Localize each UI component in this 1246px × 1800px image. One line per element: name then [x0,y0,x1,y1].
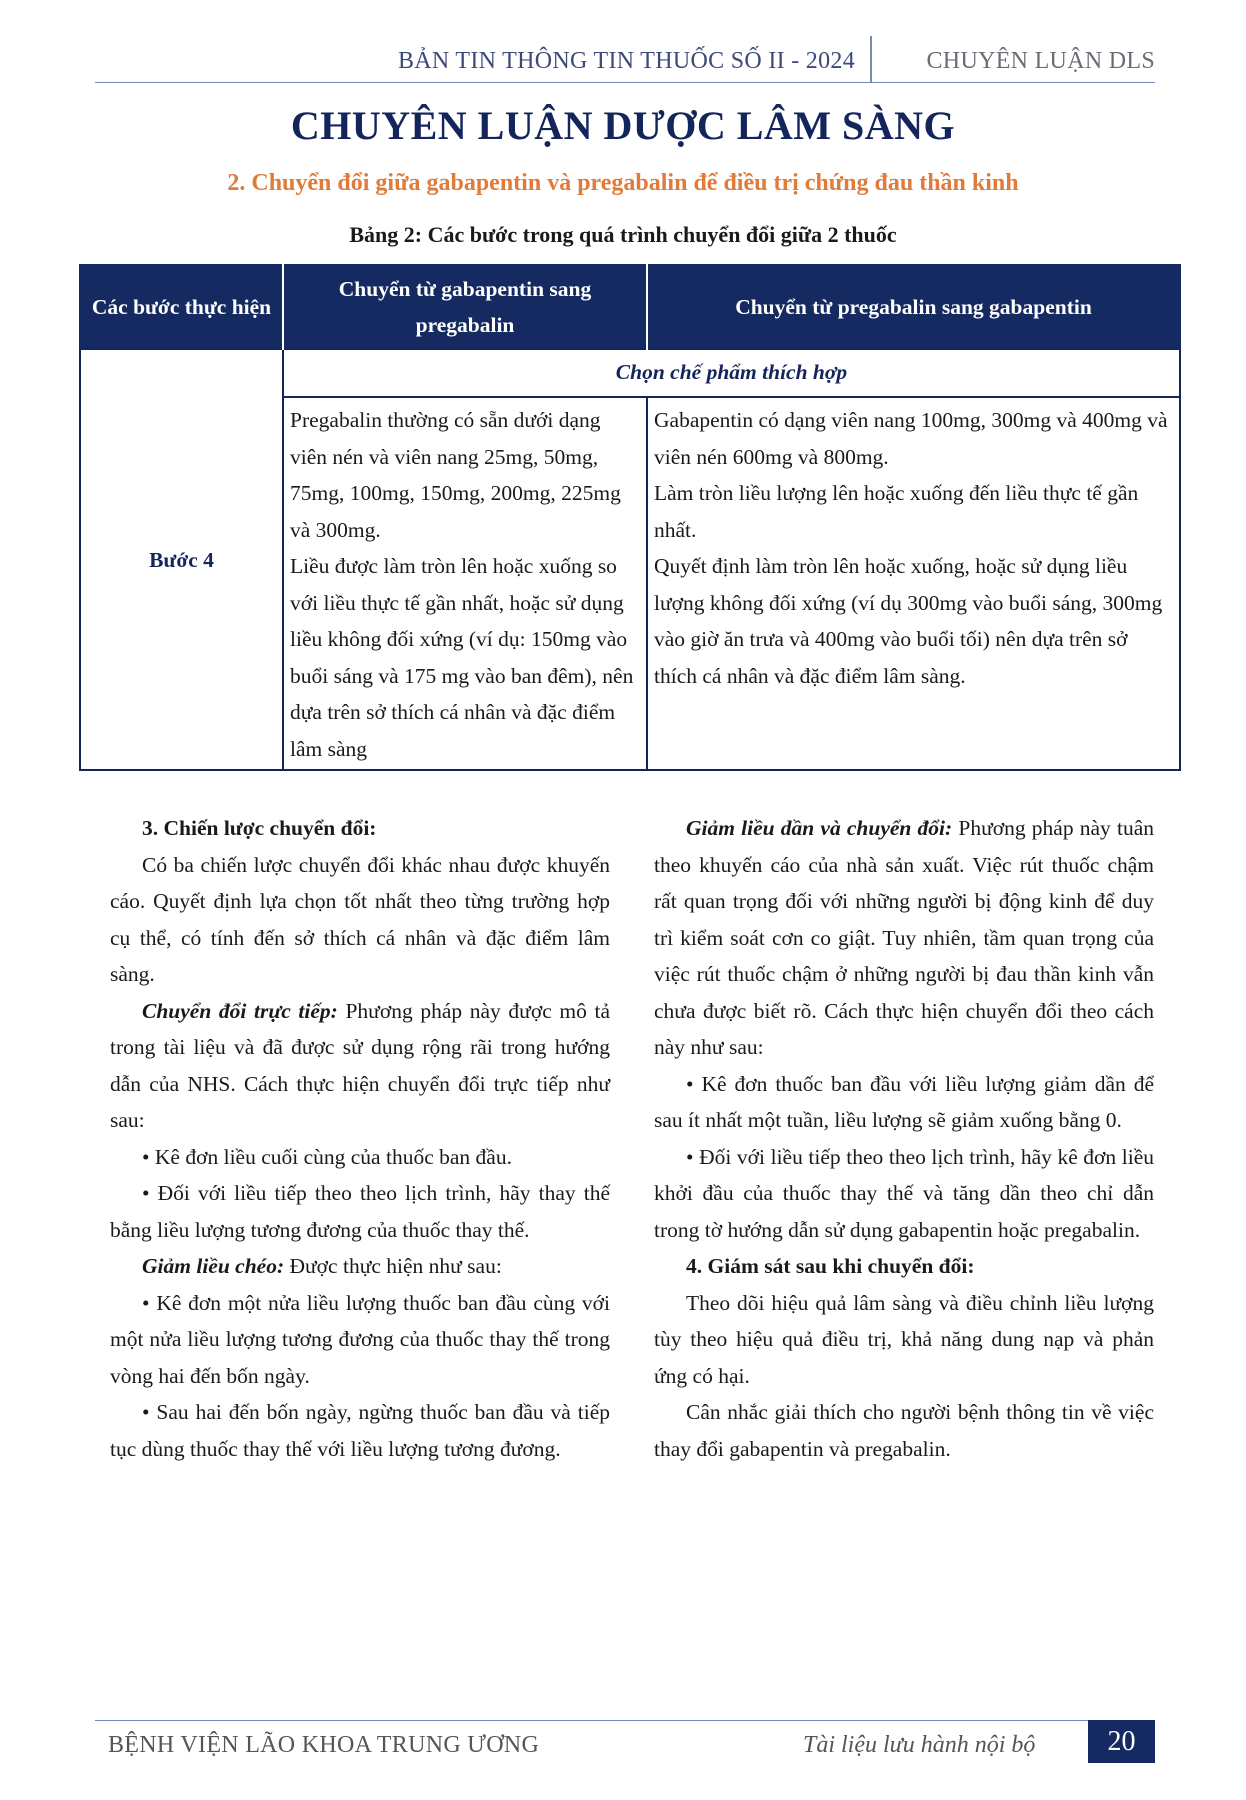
prega-to-gaba-cell [647,397,1180,770]
bullet-item: • Kê đơn liều cuối cùng của thuốc ban đầu. [142,1144,512,1169]
monitoring-paragraph: Theo dõi hiệu quả lâm sàng và điều chỉnh liều lượng tùy theo hiệu quả điều trị, khả năng dung nạp và phản ứng có hại. [654,1290,1154,1388]
cross-taper-paragraph [110,1248,610,1285]
page-header [95,44,1155,86]
cell-paragraph: Pregabalin thường có sẵn dưới dạng viên nén và viên nang 25mg, 50mg, 75mg, 100mg, 150mg, 200mg, 225mg và 300mg. [290,408,621,542]
cross-taper-text: Được thực hiện như sau: [284,1254,502,1278]
strategy-intro: Có ba chiến lược chuyển đổi khác nhau được khuyến cáo. Quyết định lựa chọn tốt nhất theo từng trường hợp cụ thể, có tính đến sở thích cá nhân và đặc điểm lâm sàng. [110,852,610,986]
strategy-heading: 3. Chiến lược chuyển đổi: [142,816,377,840]
counseling-paragraph: Cân nhắc giải thích cho người bệnh thông tin về việc thay đổi gabapentin và pregabalin. [654,1400,1154,1461]
direct-switch-lead: Chuyển đổi trực tiếp: [142,998,338,1023]
bullet-item: • Kê đơn thuốc ban đầu với liều lượng giảm dần để sau ít nhất một tuần, liều lượng sẽ giảm xuống bằng 0. [654,1071,1154,1132]
section-label: CHUYÊN LUẬN DLS [926,48,1155,74]
page-title: CHUYÊN LUẬN DƯỢC LÂM SÀNG [290,103,956,148]
conversion-steps-table [79,264,1181,771]
right-text-column [654,810,1154,1467]
taper-switch-paragraph [654,810,1154,1066]
cell-paragraph: Liều được làm tròn lên hoặc xuống so với liều thực tế gần nhất, hoặc sử dụng liều không đối xứng (ví dụ: 150mg vào buổi sáng và 175 mg vào ban đêm), nên dựa trên sở thích cá nhân và đặc điểm lâm sàng [290,554,634,761]
column-header-prega-to-gaba: Chuyển từ pregabalin sang gabapentin [647,265,1180,349]
table-caption: Bảng 2: Các bước trong quá trình chuyển đổi giữa 2 thuốc [349,222,897,247]
bulletin-title: BẢN TIN THÔNG TIN THUỐC SỐ II - 2024 [397,48,855,74]
left-text-column [110,810,610,1467]
bullet-item: • Đối với liều tiếp theo theo lịch trình, hãy kê đơn liều khởi đầu của thuốc thay thế và tăng dần theo chỉ dẫn trong tờ hướng dẫn sử dụng gabapentin hoặc pregabalin. [654,1144,1154,1242]
monitoring-heading: 4. Giám sát sau khi chuyển đổi: [686,1254,975,1278]
table-subheading: Chọn chế phẩm thích hợp [283,349,1180,397]
direct-switch-paragraph [110,993,610,1139]
taper-switch-lead: Giảm liều dần và chuyển đổi: [686,816,953,840]
footer-rule [95,1720,1155,1721]
bullet-item: • Sau hai đến bốn ngày, ngừng thuốc ban đầu và tiếp tục dùng thuốc thay thế với liều lượng tương đương. [110,1400,610,1461]
cell-paragraph: Làm tròn liều lượng lên hoặc xuống đến liều thực tế gần nhất. [654,481,1139,542]
step-label: Bước 4 [80,349,283,770]
bullet-item: • Kê đơn một nửa liều lượng thuốc ban đầu cùng với một nửa liều lượng tương đương của thuốc thay thế trong vòng hai đến bốn ngày. [110,1290,610,1388]
internal-use-note: Tài liệu lưu hành nội bộ [803,1732,1036,1758]
cell-paragraph: Quyết định làm tròn lên hoặc xuống, hoặc sử dụng liều lượng không đối xứng (ví dụ 300mg vào buổi sáng, 300mg vào giờ ăn trưa và 400mg vào buổi tối) nên dựa trên sở thích cá nhân và đặc điểm lâm sàng. [654,554,1163,688]
gaba-to-prega-cell [283,397,647,770]
direct-switch-text: Phương pháp này được mô tả trong tài liệu và đã được sử dụng rộng rãi trong hướng dẫn của NHS. Cách thực hiện chuyển đổi trực tiếp như sau: [110,998,611,1132]
section-subtitle: 2. Chuyển đổi giữa gabapentin và pregabalin để điều trị chứng đau thần kinh [227,170,1019,196]
cell-paragraph: Gabapentin có dạng viên nang 100mg, 300mg và 400mg và viên nén 600mg và 800mg. [654,408,1168,469]
taper-switch-text: Phương pháp này tuân theo khuyến cáo của nhà sản xuất. Việc rút thuốc chậm rất quan trọng đối với những người bị động kinh để duy trì kiểm soát cơn co giật. Tuy nhiên, tầm quan trọng của việc rút thuốc chậm ở những người bị đau thần kinh vẫn chưa được biết rõ. Cách thực hiện chuyển đổi theo cách này như sau: [654,816,1154,1059]
bullet-item: • Đối với liều tiếp theo theo lịch trình, hãy thay thế bằng liều lượng tương đương của thuốc thay thế. [110,1181,610,1242]
header-divider [870,36,872,82]
page-number: 20 [1088,1720,1155,1763]
hospital-name: BỆNH VIỆN LÃO KHOA TRUNG ƯƠNG [108,1732,540,1758]
cross-taper-lead: Giảm liều chéo: [142,1254,285,1278]
header-rule [95,82,1155,83]
table-row [80,349,1180,397]
table-header-row [80,265,1180,349]
column-header-gaba-to-prega: Chuyển từ gabapentin sang pregabalin [283,265,647,349]
column-header-steps: Các bước thực hiện [80,265,283,349]
